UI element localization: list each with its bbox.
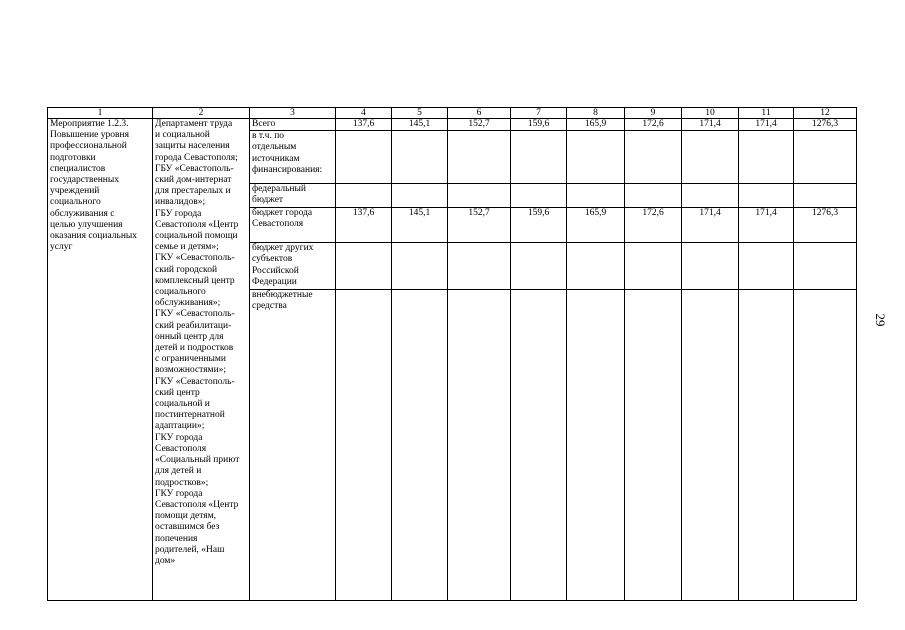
value-cell xyxy=(336,184,392,208)
value-cell xyxy=(794,184,857,208)
source-label: федеральный бюджет xyxy=(252,184,306,206)
value-cell: 137,6 xyxy=(336,208,392,243)
value-cell: 152,7 xyxy=(448,208,511,243)
value-cell xyxy=(511,131,567,184)
value-cell: 165,9 xyxy=(567,119,625,131)
value-cell: 171,4 xyxy=(739,208,794,243)
executor-text: Департамент труда и социальной защиты населения города Севастополя; ГБУ «Севастополь- ский дом-интернат для престарелых и инвалидов»; ГБУ города Севастополя «Центр социальной помощи семье и детям»; ГКУ «Севастополь- ский городской комплексный центр социального обслуживания»; ГКУ «Севастополь- ский реабилитаци- онный центр для детей и подростков с ограниченными возможностями»; ГКУ «Севастополь- ский центр социальной и постинтернатной адаптации»; ГКУ города Севастополя «Социальный приют для детей и подростков»; ГКУ города Севастополя «Центр помощи детям, оставшимся без попечения родителей, «Наш дом» xyxy=(155,119,240,566)
header-cell: 9 xyxy=(625,108,682,119)
value-cell: 172,6 xyxy=(625,208,682,243)
value-cell: 1276,3 xyxy=(794,208,857,243)
header-cell: 2 xyxy=(153,108,250,119)
source-label: в т.ч. по отдельным источникам финансирования: xyxy=(252,131,323,175)
value-cell xyxy=(511,243,567,290)
value-cell xyxy=(448,184,511,208)
source-label: внебюджетные средства xyxy=(252,290,313,312)
header-cell: 8 xyxy=(567,108,625,119)
source-label-cell xyxy=(250,290,336,601)
value-cell xyxy=(567,290,625,601)
value-cell: 137,6 xyxy=(336,119,392,131)
value-cell xyxy=(336,290,392,601)
value-cell xyxy=(739,131,794,184)
value-cell xyxy=(625,243,682,290)
header-row xyxy=(48,108,857,119)
value-cell: 171,4 xyxy=(739,119,794,131)
value-cell xyxy=(336,243,392,290)
value-cell xyxy=(682,184,739,208)
budget-table xyxy=(47,107,857,601)
table-row xyxy=(48,119,857,131)
value-cell xyxy=(739,184,794,208)
value-cell: 145,1 xyxy=(392,208,448,243)
measure-text: Мероприятие 1.2.3. Повышение уровня профессиональной подготовки специалистов государственных учреждений социального обслуживания с целью улучшения оказания социальных услуг xyxy=(50,119,138,253)
measure-cell xyxy=(48,119,153,601)
value-cell: 159,6 xyxy=(511,119,567,131)
value-cell xyxy=(336,131,392,184)
value-cell xyxy=(392,243,448,290)
value-cell xyxy=(392,290,448,601)
source-label-cell xyxy=(250,131,336,184)
header-cell: 4 xyxy=(336,108,392,119)
value-cell: 171,4 xyxy=(682,208,739,243)
value-cell xyxy=(392,131,448,184)
source-label-cell xyxy=(250,119,336,131)
value-cell: 1276,3 xyxy=(794,119,857,131)
value-cell: 152,7 xyxy=(448,119,511,131)
header-cell: 3 xyxy=(250,108,336,119)
header-cell: 10 xyxy=(682,108,739,119)
source-label-cell xyxy=(250,208,336,243)
value-cell xyxy=(794,131,857,184)
value-cell: 159,6 xyxy=(511,208,567,243)
value-cell: 172,6 xyxy=(625,119,682,131)
value-cell xyxy=(794,290,857,601)
value-cell xyxy=(567,184,625,208)
value-cell: 165,9 xyxy=(567,208,625,243)
header-cell: 5 xyxy=(392,108,448,119)
source-label: бюджет города Севастополя xyxy=(252,208,313,230)
value-cell xyxy=(448,290,511,601)
value-cell xyxy=(625,290,682,601)
value-cell xyxy=(682,243,739,290)
value-cell xyxy=(682,131,739,184)
value-cell xyxy=(567,243,625,290)
header-cell: 6 xyxy=(448,108,511,119)
value-cell xyxy=(392,184,448,208)
source-label-cell xyxy=(250,184,336,208)
value-cell xyxy=(511,290,567,601)
value-cell xyxy=(448,131,511,184)
value-cell xyxy=(567,131,625,184)
header-cell: 7 xyxy=(511,108,567,119)
header-cell: 11 xyxy=(739,108,794,119)
value-cell xyxy=(448,243,511,290)
value-cell xyxy=(625,131,682,184)
source-label: Всего xyxy=(252,119,276,129)
page-number: 29 xyxy=(873,313,888,327)
value-cell xyxy=(794,243,857,290)
header-cell: 1 xyxy=(48,108,153,119)
value-cell: 171,4 xyxy=(682,119,739,131)
value-cell: 145,1 xyxy=(392,119,448,131)
value-cell xyxy=(739,243,794,290)
value-cell xyxy=(739,290,794,601)
source-label: бюджет других субъектов Российской Федерации xyxy=(252,243,314,287)
source-label-cell xyxy=(250,243,336,290)
header-cell: 12 xyxy=(794,108,857,119)
value-cell xyxy=(511,184,567,208)
executor-cell xyxy=(153,119,250,601)
value-cell xyxy=(682,290,739,601)
value-cell xyxy=(625,184,682,208)
